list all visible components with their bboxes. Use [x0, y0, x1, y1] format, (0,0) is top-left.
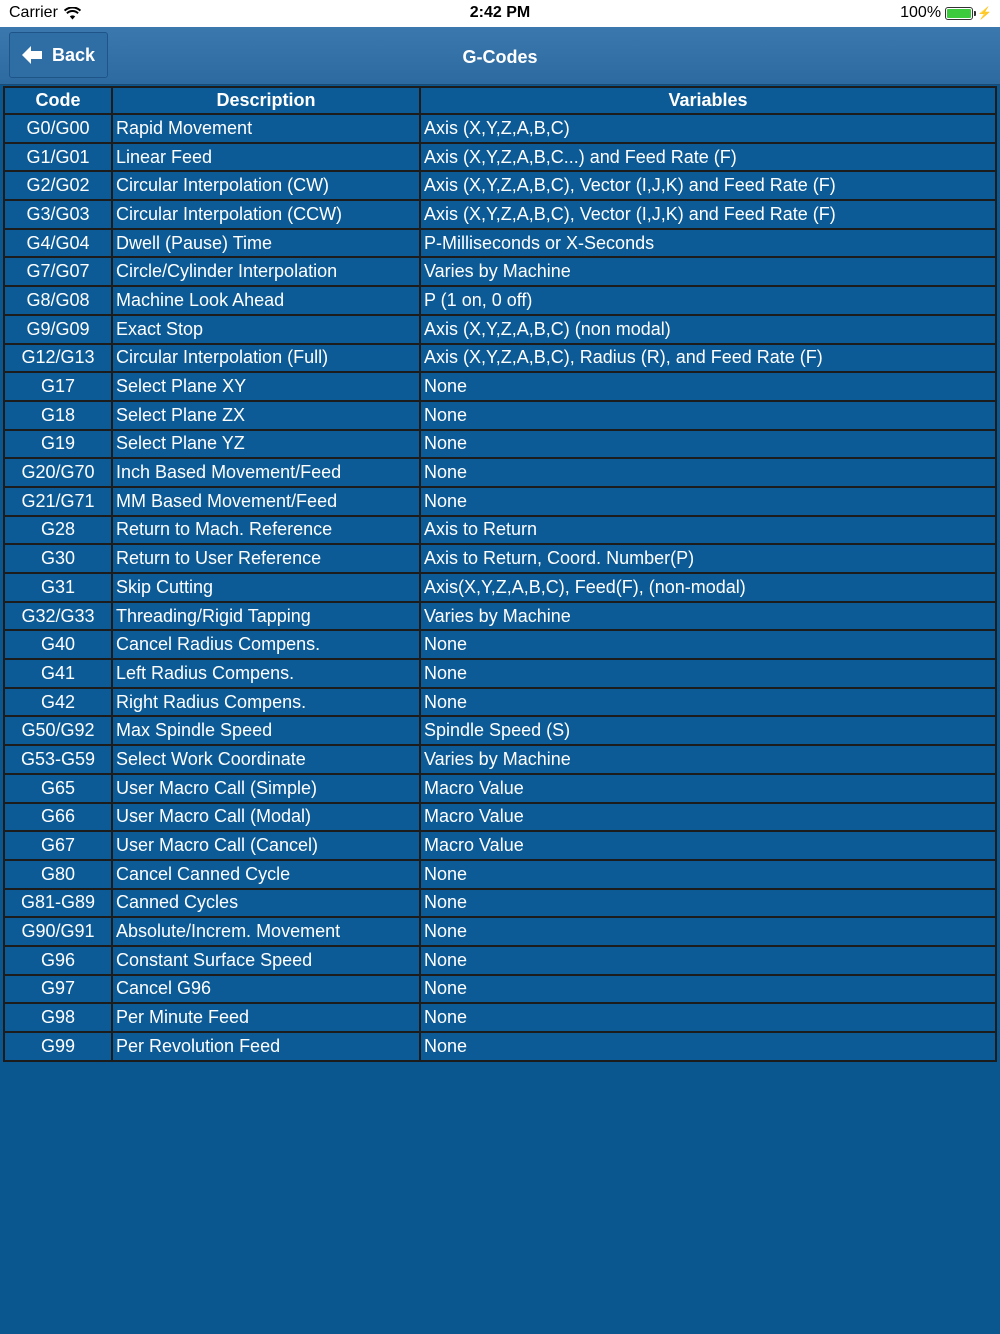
cell-description: Per Revolution Feed: [113, 1033, 419, 1060]
battery-status: [900, 4, 992, 22]
cell-variables: Macro Value: [421, 804, 995, 831]
cell-description: Return to User Reference: [113, 545, 419, 572]
cell-description: Cancel Canned Cycle: [113, 861, 419, 888]
cell-variables: None: [421, 660, 995, 687]
cell-code: G28: [5, 517, 111, 544]
table-row[interactable]: [5, 287, 995, 314]
table-row[interactable]: [5, 1004, 995, 1031]
cell-description: Select Plane YZ: [113, 431, 419, 458]
cell-variables: None: [421, 976, 995, 1003]
table-row[interactable]: [5, 373, 995, 400]
cell-code: G18: [5, 402, 111, 429]
table-row[interactable]: [5, 890, 995, 917]
table-row[interactable]: [5, 431, 995, 458]
cell-description: Constant Surface Speed: [113, 947, 419, 974]
cell-code: G3/G03: [5, 201, 111, 228]
carrier-label: Carrier: [9, 4, 58, 21]
table-row[interactable]: [5, 775, 995, 802]
cell-variables: Varies by Machine: [421, 746, 995, 773]
column-header-code: Code: [5, 88, 111, 113]
table-row[interactable]: [5, 746, 995, 773]
table-row[interactable]: [5, 345, 995, 372]
cell-code: G42: [5, 689, 111, 716]
table-row[interactable]: [5, 201, 995, 228]
cell-variables: None: [421, 459, 995, 486]
cell-code: G1/G01: [5, 144, 111, 171]
cell-code: G99: [5, 1033, 111, 1060]
cell-code: G66: [5, 804, 111, 831]
cell-description: Inch Based Movement/Feed: [113, 459, 419, 486]
cell-variables: None: [421, 631, 995, 658]
cell-variables: Varies by Machine: [421, 258, 995, 285]
cell-variables: Axis (X,Y,Z,A,B,C), Vector (I,J,K) and Feed Rate (F): [421, 201, 995, 228]
cell-variables: Axis to Return: [421, 517, 995, 544]
cell-variables: None: [421, 1004, 995, 1031]
cell-variables: None: [421, 373, 995, 400]
cell-variables: Axis (X,Y,Z,A,B,C): [421, 115, 995, 142]
table-row[interactable]: [5, 574, 995, 601]
cell-code: G12/G13: [5, 345, 111, 372]
cell-variables: P-Milliseconds or X-Seconds: [421, 230, 995, 257]
cell-code: G53-G59: [5, 746, 111, 773]
cell-variables: P (1 on, 0 off): [421, 287, 995, 314]
cell-variables: Axis (X,Y,Z,A,B,C) (non modal): [421, 316, 995, 343]
table-row[interactable]: [5, 861, 995, 888]
cell-code: G21/G71: [5, 488, 111, 515]
cell-code: G41: [5, 660, 111, 687]
cell-description: Cancel Radius Compens.: [113, 631, 419, 658]
battery-icon: [945, 7, 973, 20]
cell-description: Return to Mach. Reference: [113, 517, 419, 544]
cell-variables: Macro Value: [421, 832, 995, 859]
navigation-bar: [0, 27, 1000, 85]
status-bar: [0, 0, 1000, 27]
column-header-variables: Variables: [421, 88, 995, 113]
table-row[interactable]: [5, 172, 995, 199]
table-row[interactable]: [5, 402, 995, 429]
cell-code: G4/G04: [5, 230, 111, 257]
cell-code: G80: [5, 861, 111, 888]
cell-description: User Macro Call (Simple): [113, 775, 419, 802]
cell-description: MM Based Movement/Feed: [113, 488, 419, 515]
cell-variables: Spindle Speed (S): [421, 717, 995, 744]
cell-description: Right Radius Compens.: [113, 689, 419, 716]
cell-description: User Macro Call (Modal): [113, 804, 419, 831]
table-row[interactable]: [5, 918, 995, 945]
cell-variables: None: [421, 947, 995, 974]
cell-description: Circular Interpolation (CCW): [113, 201, 419, 228]
cell-variables: None: [421, 1033, 995, 1060]
column-header-description: Description: [113, 88, 419, 113]
cell-description: Left Radius Compens.: [113, 660, 419, 687]
table-row[interactable]: [5, 631, 995, 658]
table-row[interactable]: [5, 115, 995, 142]
cell-description: Max Spindle Speed: [113, 717, 419, 744]
cell-code: G0/G00: [5, 115, 111, 142]
table-row[interactable]: [5, 258, 995, 285]
cell-description: Linear Feed: [113, 144, 419, 171]
cell-code: G97: [5, 976, 111, 1003]
cell-variables: None: [421, 431, 995, 458]
table-row[interactable]: [5, 230, 995, 257]
cell-description: Dwell (Pause) Time: [113, 230, 419, 257]
table-row[interactable]: [5, 459, 995, 486]
cell-code: G8/G08: [5, 287, 111, 314]
cell-code: G50/G92: [5, 717, 111, 744]
table-row[interactable]: [5, 660, 995, 687]
table-row[interactable]: [5, 804, 995, 831]
cell-variables: None: [421, 402, 995, 429]
cell-code: G81-G89: [5, 890, 111, 917]
cell-code: G20/G70: [5, 459, 111, 486]
gcode-table: [3, 86, 997, 1062]
table-row[interactable]: [5, 976, 995, 1003]
table-header-row: [5, 88, 995, 113]
cell-description: User Macro Call (Cancel): [113, 832, 419, 859]
cell-code: G9/G09: [5, 316, 111, 343]
table-body: [5, 115, 995, 1060]
cell-description: Select Work Coordinate: [113, 746, 419, 773]
cell-description: Circular Interpolation (CW): [113, 172, 419, 199]
table-row[interactable]: [5, 689, 995, 716]
page-title: G-Codes: [462, 47, 538, 67]
cell-description: Circular Interpolation (Full): [113, 345, 419, 372]
cell-code: G17: [5, 373, 111, 400]
table-row[interactable]: [5, 947, 995, 974]
cell-description: Machine Look Ahead: [113, 287, 419, 314]
table-row[interactable]: [5, 717, 995, 744]
table-row[interactable]: [5, 488, 995, 515]
cell-variables: None: [421, 918, 995, 945]
cell-description: Exact Stop: [113, 316, 419, 343]
cell-description: Threading/Rigid Tapping: [113, 603, 419, 630]
cell-code: G96: [5, 947, 111, 974]
cell-code: G7/G07: [5, 258, 111, 285]
cell-variables: None: [421, 861, 995, 888]
cell-description: Rapid Movement: [113, 115, 419, 142]
table-row[interactable]: [5, 144, 995, 171]
cell-variables: None: [421, 488, 995, 515]
cell-description: Cancel G96: [113, 976, 419, 1003]
gcode-table-container: [3, 86, 997, 1062]
cell-code: G67: [5, 832, 111, 859]
cell-description: Canned Cycles: [113, 890, 419, 917]
cell-code: G65: [5, 775, 111, 802]
table-row[interactable]: [5, 1033, 995, 1060]
battery-percent: 100%: [900, 4, 942, 21]
cell-variables: Axis (X,Y,Z,A,B,C...) and Feed Rate (F): [421, 144, 995, 171]
cell-variables: Axis (X,Y,Z,A,B,C), Radius (R), and Feed Rate (F): [421, 345, 995, 372]
cell-code: G98: [5, 1004, 111, 1031]
table-row[interactable]: [5, 832, 995, 859]
cell-description: Select Plane XY: [113, 373, 419, 400]
cell-description: Circle/Cylinder Interpolation: [113, 258, 419, 285]
cell-description: Select Plane ZX: [113, 402, 419, 429]
cell-variables: Macro Value: [421, 775, 995, 802]
table-row[interactable]: [5, 603, 995, 630]
cell-description: Per Minute Feed: [113, 1004, 419, 1031]
cell-variables: Axis (X,Y,Z,A,B,C), Vector (I,J,K) and Feed Rate (F): [421, 172, 995, 199]
table-row[interactable]: [5, 316, 995, 343]
cell-code: G2/G02: [5, 172, 111, 199]
cell-variables: Varies by Machine: [421, 603, 995, 630]
cell-code: G30: [5, 545, 111, 572]
cell-variables: None: [421, 890, 995, 917]
cell-code: G32/G33: [5, 603, 111, 630]
charging-bolt-icon: ⚡: [977, 6, 992, 20]
cell-variables: Axis to Return, Coord. Number(P): [421, 545, 995, 572]
cell-description: Skip Cutting: [113, 574, 419, 601]
cell-code: G40: [5, 631, 111, 658]
cell-variables: Axis(X,Y,Z,A,B,C), Feed(F), (non-modal): [421, 574, 995, 601]
cell-code: G90/G91: [5, 918, 111, 945]
cell-code: G19: [5, 431, 111, 458]
cell-code: G31: [5, 574, 111, 601]
table-row[interactable]: [5, 517, 995, 544]
cell-description: Absolute/Increm. Movement: [113, 918, 419, 945]
cell-variables: None: [421, 689, 995, 716]
status-time: 2:42 PM: [469, 4, 531, 21]
table-row[interactable]: [5, 545, 995, 572]
back-button-label: Back: [51, 44, 96, 65]
